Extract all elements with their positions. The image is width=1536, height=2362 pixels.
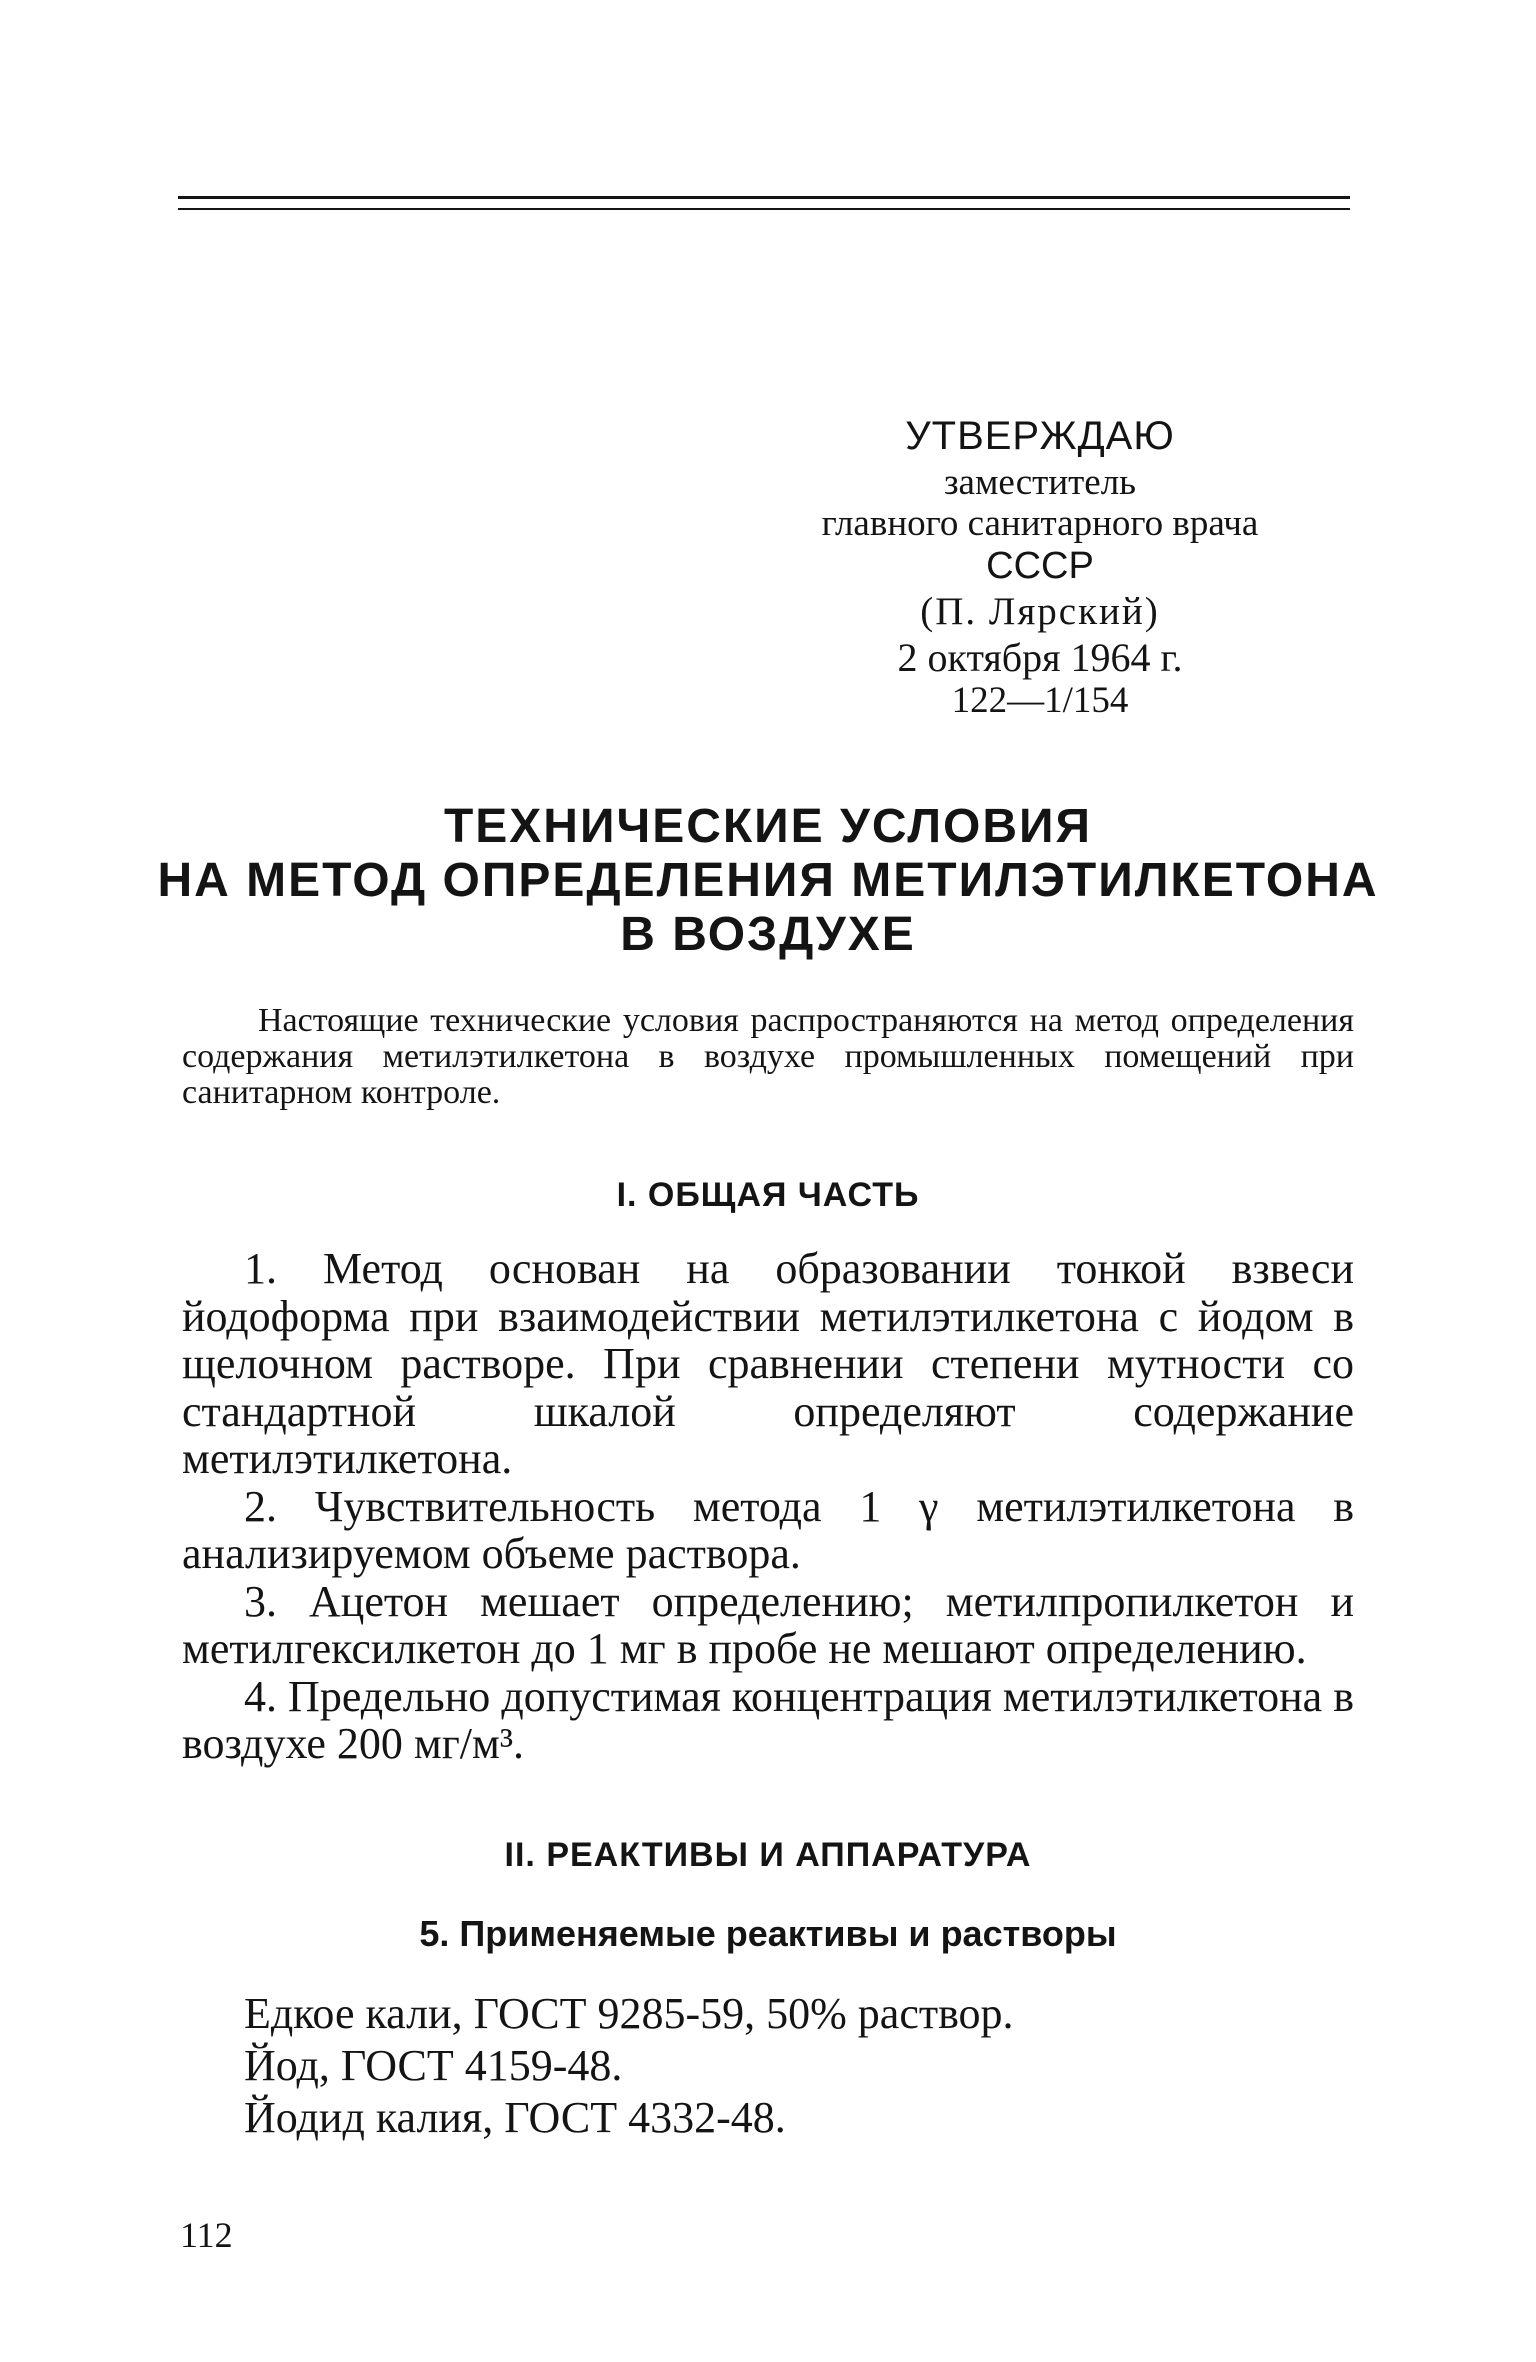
approval-position-line2: главного санитарного врача (821, 503, 1259, 544)
section-1-heading: I. ОБЩАЯ ЧАСТЬ (616, 1176, 920, 1214)
reagent-item: Йод, ГОСТ 4159-48. (244, 2041, 623, 2090)
document-title (150, 800, 1386, 962)
reagent-item: Йодид калия, ГОСТ 4332-48. (244, 2093, 786, 2142)
paragraph-1: 1. Метод основан на образовании тонкой взвеси йодоформа при взаимодействии метилэтилкетона с йодом в щелочном растворе. При сравнении степени мутности со стандартной шкалой определяют содержание метилэтилкетона. (182, 1244, 1354, 1483)
reagents-list (244, 1988, 1344, 2144)
intro-paragraph (182, 1003, 1354, 1111)
paragraph-2: 2. Чувствительность метода 1 γ метилэтилкетона в анализируемом объеме раствора. (182, 1481, 1354, 1578)
approval-heading: УТВЕРЖДАЮ (905, 414, 1175, 458)
approval-position-line3: СССР (986, 545, 1094, 587)
page-number: 112 (180, 2215, 233, 2255)
paragraph-4: 4. Предельно допустимая концентрация метилэтилкетона в воздухе 200 мг/м³. (182, 1671, 1354, 1768)
title-line-1: ТЕХНИЧЕСКИЕ УСЛОВИЯ (443, 800, 1093, 853)
approval-number: 122—1/154 (951, 680, 1129, 721)
title-line-3: В ВОЗДУХЕ (620, 908, 916, 961)
approval-block (760, 410, 1320, 722)
top-rule-thin (178, 208, 1350, 210)
reagent-item: Едкое кали, ГОСТ 9285-59, 50% раствор. (244, 1989, 1014, 2038)
approval-position-line1: заместитель (943, 462, 1137, 503)
approval-date: 2 октября 1964 г. (897, 635, 1183, 680)
section-2-heading: II. РЕАКТИВЫ И АППАРАТУРА (504, 1836, 1032, 1874)
title-line-2: НА МЕТОД ОПРЕДЕЛЕНИЯ МЕТИЛЭТИЛКЕТОНА (157, 854, 1379, 907)
top-rule-thick (178, 196, 1350, 199)
intro-text: Настоящие технические условия распространяются на метод определения содержания метилэтилкетона в воздухе промышленных помещений при санитарном контроле. (182, 1002, 1354, 1111)
section-1-body (182, 1245, 1354, 1768)
approval-signatory: (П. Лярский) (920, 590, 1160, 633)
paragraph-3: 3. Ацетон мешает определению; метилпропилкетон и метилгексилкетон до 1 мг в пробе не мешают определению. (182, 1576, 1354, 1673)
subsection-5-heading: 5. Применяемые реактивы и растворы (419, 1913, 1117, 1954)
